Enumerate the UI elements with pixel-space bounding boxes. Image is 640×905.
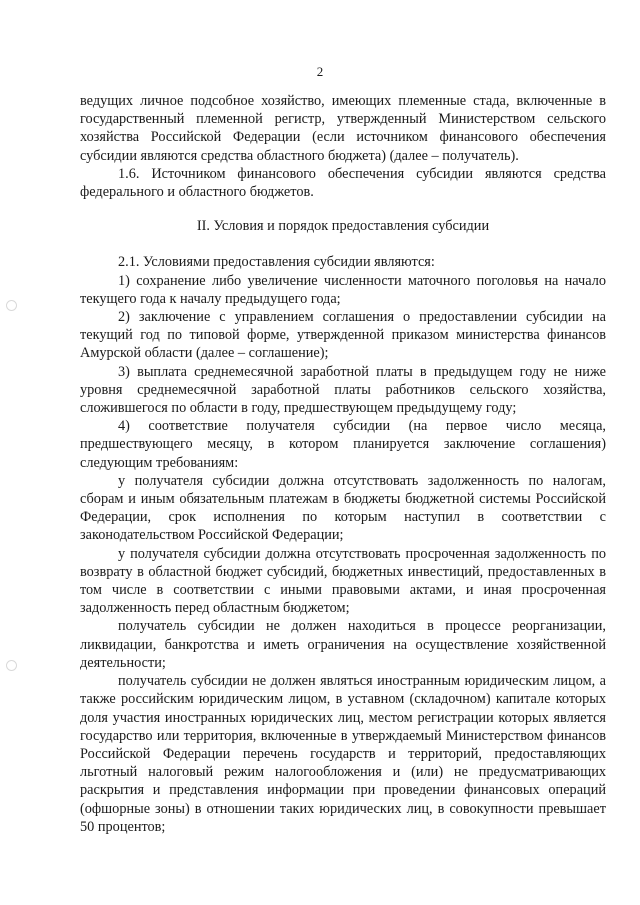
paragraph-continued: ведущих личное подсобное хозяйство, имеющих племенные стада, включенные в государственный племенной регистр, утвержденный Министерством сельского хозяйства Российской Федерации (если источником финансового обеспечения субсидии являются средства областного бюджета) (далее – получатель). xyxy=(80,93,606,164)
punch-hole-mark xyxy=(6,660,17,671)
punch-hole-mark xyxy=(6,300,17,311)
paragraph-1-6: 1.6. Источником финансового обеспечения субсидии являются средства федерального и областного бюджетов. xyxy=(80,165,606,201)
requirement-budget-debt: у получателя субсидии должна отсутствовать просроченная задолженность по возврату в областной бюджет субсидий, бюджетных инвестиций, предоставленных в том числе в соответствии с иными правовыми актами, и иная просроченная задолженность перед областным бюджетом; xyxy=(80,545,606,617)
condition-1: 1) сохранение либо увеличение численности маточного поголовья на начало текущего года к началу предыдущего года; xyxy=(80,272,606,307)
page-number: 2 xyxy=(316,64,324,79)
requirement-reorganization: получатель субсидии не должен находиться в процессе реорганизации, ликвидации, банкротства и иметь ограничения на осуществление хозяйственной деятельности; xyxy=(80,618,606,671)
paragraph-2-1: 2.1. Условиями предоставления субсидии являются: xyxy=(118,254,435,271)
condition-3: 3) выплата среднемесячной заработной платы в предыдущем году не ниже уровня среднемесячной заработной платы работников сельского хозяйства, сложившегося по области в году, предшествующем предыдущему году; xyxy=(80,363,606,417)
document-body xyxy=(80,62,606,836)
condition-2: 2) заключение с управлением соглашения о предоставлении субсидии на текущий год по типовой форме, утвержденной приказом министерства финансов Амурской области (далее – соглашение); xyxy=(80,309,606,362)
condition-4: 4) соответствие получателя субсидии (на первое число месяца, предшествующего месяцу, в котором планируется заключение соглашения) следующим требованиям: xyxy=(80,418,606,471)
section-heading: II. Условия и порядок предоставления субсидии xyxy=(196,218,490,235)
requirement-foreign-entity: получатель субсидии не должен являться иностранным юридическим лицом, а также российским юридическим лицом, в уставном (складочном) капитале которых доля участия иностранных юридических лиц, местом регистрации которых является государство или территория, включенные в утверждаемый Министерством финансов Российской Федерации перечень государств и территорий, предоставляющих льготный налоговый режим налогообложения и (или) не предусматривающих раскрытия и представления информации при проведении финансовых операций (офшорные зоны) в отношении таких юридических лиц, в совокупности превышает 50 процентов; xyxy=(80,673,606,835)
requirement-tax-debt: у получателя субсидии должна отсутствовать задолженность по налогам, сборам и иным обязательным платежам в бюджеты бюджетной системы Российской Федерации, срок исполнения по которым наступил в соответствии с законодательством Российской Федерации; xyxy=(80,472,606,544)
